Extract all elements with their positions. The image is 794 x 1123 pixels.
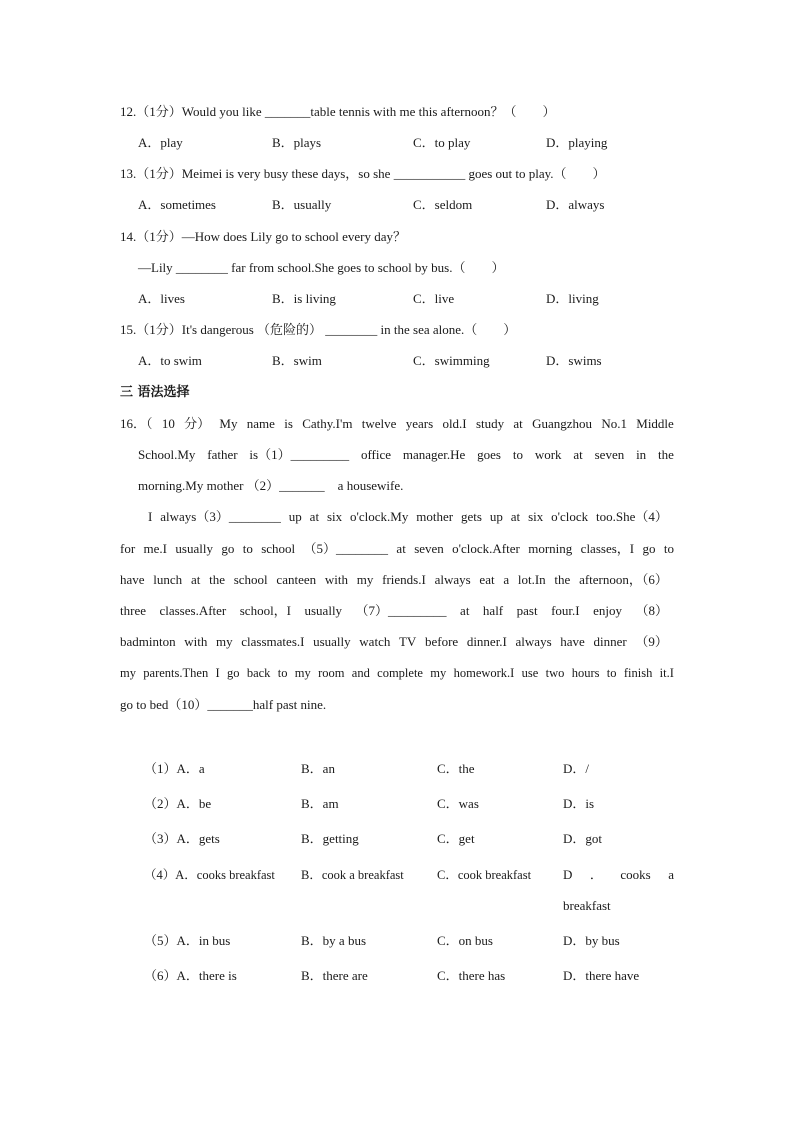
- q16-1-option-c: C．the: [437, 761, 475, 776]
- q16-passage-line-1: 16．（ 10 分） My name is Cathy.I'm twelve years old.I study at Guangzhou No.1 Middle: [120, 416, 674, 431]
- q16-passage-line-4: I always（3）________ up at six o'clock.My mother gets up at six o'clock too.She（4）: [148, 509, 668, 524]
- question-13-stem: 13.（1分）Meimei is very busy these days，so she ___________ goes out to play.（ ）: [120, 166, 606, 181]
- q16-2-option-a: （2）A．be: [144, 796, 212, 811]
- q16-3-option-c: C．get: [437, 831, 475, 846]
- q14-option-c: C．live: [413, 291, 455, 306]
- q16-2-option-d: D．is: [563, 796, 595, 811]
- question-15-stem: 15.（1分）It's dangerous （危险的） ________ in the sea alone.（ ）: [120, 322, 517, 337]
- q13-option-a: A．sometimes: [138, 197, 216, 212]
- q16-passage-line-5: for me.I usually go to school （5）________ at seven o'clock.After morning classes，I go to: [120, 541, 674, 556]
- q15-option-c: C．swimming: [413, 353, 490, 368]
- q16-3-option-a: （3）A．gets: [144, 831, 220, 846]
- q16-6-option-d: D．there have: [563, 968, 640, 983]
- q16-3-option-d: D．got: [563, 831, 603, 846]
- q13-option-c: C．seldom: [413, 197, 473, 212]
- q16-5-option-b: B．by a bus: [301, 933, 367, 948]
- q16-2-option-b: B．am: [301, 796, 339, 811]
- q16-4-option-c: C．cook breakfast: [437, 868, 532, 882]
- q14-option-b: B．is living: [272, 291, 336, 306]
- q12-option-b: B．plays: [272, 135, 322, 150]
- question-14-stem-2: —Lily ________ far from school.She goes to school by bus.（ ）: [138, 260, 505, 275]
- question-14-stem: 14.（1分）—How does Lily go to school every day？: [120, 229, 406, 244]
- q16-6-option-a: （6）A．there is: [144, 968, 237, 983]
- q16-passage-line-10: go to bed（10）_______half past nine.: [120, 697, 327, 712]
- q16-passage-line-8: badminton with my classmates.I usually watch TV before dinner.I always have dinner （9）: [120, 634, 668, 649]
- q16-5-option-d: D．by bus: [563, 933, 620, 948]
- q16-passage-line-9: my parents.Then I go back to my room and complete my homework.I use two hours to finish it.I: [120, 666, 674, 680]
- q16-passage-line-7: three classes.After school，I usually （7）_________ at half past four.I enjoy （8）: [120, 603, 668, 618]
- section-heading: 三 语法选择: [120, 385, 190, 400]
- q15-option-a: A．to swim: [138, 353, 202, 368]
- q12-option-c: C．to play: [413, 135, 471, 150]
- q16-passage-line-2: School.My father is（1）_________ office manager.He goes to work at seven in the: [138, 447, 674, 462]
- q16-1-option-a: （1）A．a: [144, 761, 205, 776]
- q13-option-d: D．always: [546, 197, 605, 212]
- q14-option-a: A．lives: [138, 291, 185, 306]
- q16-6-option-b: B．there are: [301, 968, 368, 983]
- q16-5-option-c: C．on bus: [437, 933, 493, 948]
- q16-3-option-b: B．getting: [301, 831, 359, 846]
- q16-6-option-c: C．there has: [437, 968, 506, 983]
- q12-option-d: D．playing: [546, 135, 608, 150]
- question-12-stem: 12.（1分）Would you like _______table tennis with me this afternoon？（ ）: [120, 104, 556, 119]
- q16-passage-line-3: morning.My mother （2）_______ a housewife.: [138, 478, 404, 493]
- q16-passage-line-6: have lunch at the school canteen with my friends.I always eat a lot.In the afternoon，（6）: [120, 572, 668, 587]
- q15-option-b: B．swim: [272, 353, 322, 368]
- q16-4-option-b: B．cook a breakfast: [301, 868, 404, 882]
- q12-option-a: A．play: [138, 135, 183, 150]
- q16-4-option-d-cont: breakfast: [563, 898, 611, 913]
- q16-1-option-d: D．/: [563, 761, 590, 776]
- q16-2-option-c: C．was: [437, 796, 479, 811]
- q13-option-b: B．usually: [272, 197, 332, 212]
- q15-option-d: D．swims: [546, 353, 602, 368]
- q16-5-option-a: （5）A．in bus: [144, 933, 231, 948]
- q16-4-option-d: D ． cooks a: [563, 867, 674, 882]
- q16-4-option-a: （4）A．cooks breakfast: [144, 868, 275, 882]
- q16-1-option-b: B．an: [301, 761, 335, 776]
- q14-option-d: D．living: [546, 291, 599, 306]
